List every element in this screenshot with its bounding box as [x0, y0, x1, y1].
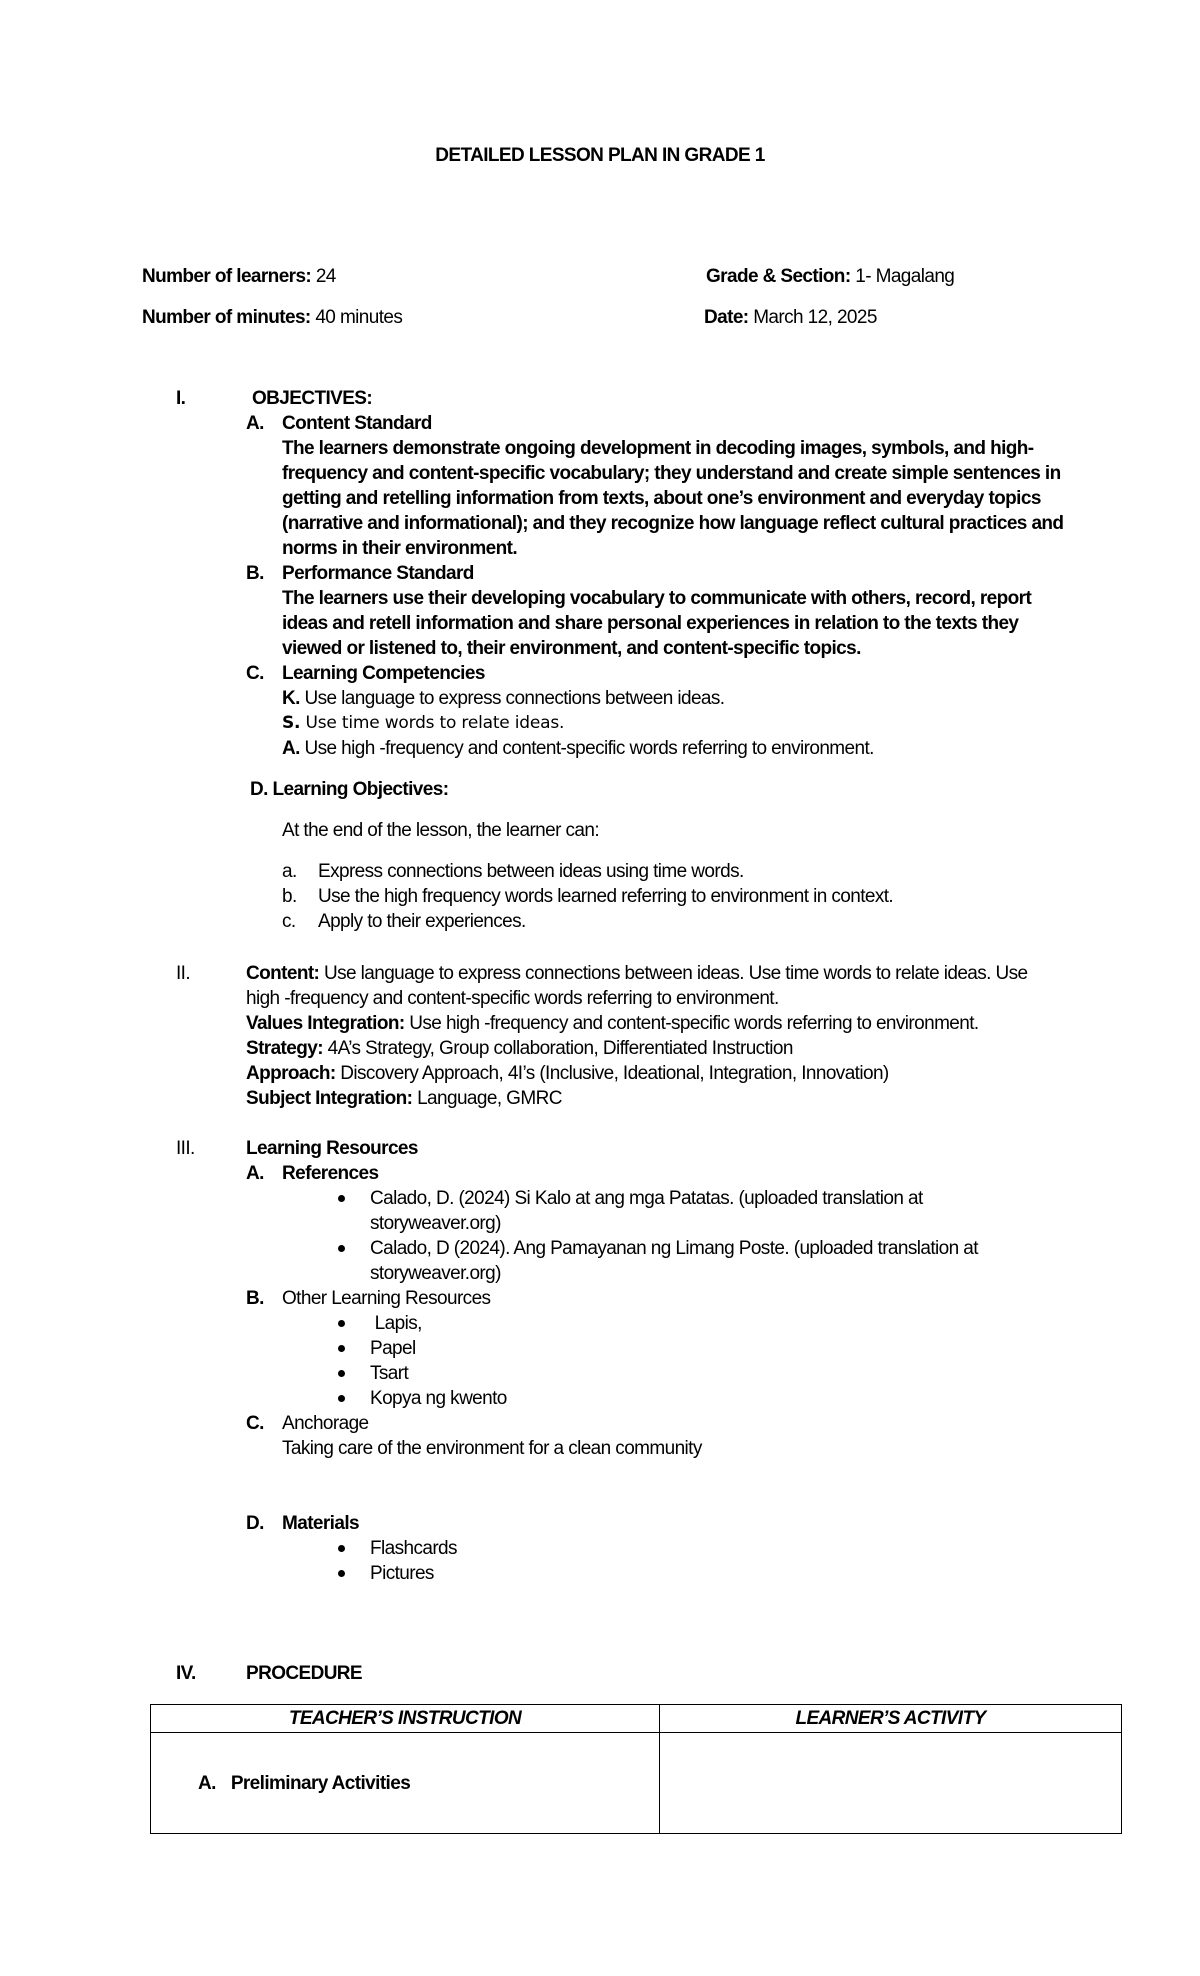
other-resources-letter: B. [246, 1288, 264, 1309]
grade-label: Grade & Section: [706, 266, 851, 287]
bullet-icon [338, 1395, 345, 1402]
learning-objective-item [282, 884, 297, 909]
values-integration-line [246, 1011, 979, 1036]
competencies-letter: C. [246, 663, 264, 684]
competency-k-text: Use language to express connections between ideas. [299, 688, 725, 709]
other-resource-item: Lapis, [370, 1313, 422, 1334]
approach-text: Discovery Approach, 4I’s (Inclusive, Ideational, Integration, Innovation) [335, 1063, 889, 1084]
minutes-value: 40 minutes [310, 307, 403, 328]
material-item: Flashcards [370, 1538, 457, 1559]
references-letter: A. [246, 1163, 264, 1184]
grade-line [706, 264, 954, 289]
procedure-heading: PROCEDURE [246, 1663, 363, 1684]
learning-objective-text: Use the high frequency words learned referring to environment in context. [318, 886, 894, 907]
teacher-cell [151, 1733, 660, 1834]
performance-standard-text: The learners use their developing vocabulary to communicate with others, record, report ideas and retell information and share personal experiences in relation to the texts they viewed or listened to, their environment, and content-specific topics. [282, 588, 1032, 659]
procedure-table [150, 1704, 1122, 1834]
reference-item: Calado, D (2024). Ang Pamayanan ng Limang Poste. (uploaded translation at storyweaver.org) [370, 1238, 978, 1284]
subject-text: Language, GMRC [412, 1088, 562, 1109]
anchorage-text: Taking care of the environment for a clean community [282, 1438, 702, 1459]
values-text: Use high -frequency and content-specific words referring to environment. [404, 1013, 979, 1034]
date-value: March 12, 2025 [748, 307, 877, 328]
date-line [704, 305, 877, 330]
bullet-icon [338, 1370, 345, 1377]
table-header-row [151, 1705, 1122, 1733]
objectives-heading: OBJECTIVES: [252, 388, 373, 409]
bullet-icon [338, 1245, 345, 1252]
bullet-icon [338, 1195, 345, 1202]
material-item: Pictures [370, 1563, 434, 1584]
competency-a-text: Use high -frequency and content-specific words referring to environment. [299, 738, 874, 759]
minutes-label: Number of minutes: [142, 307, 311, 328]
competency-knowledge [282, 686, 724, 711]
learning-objectives-title: D. Learning Objectives: [250, 779, 449, 800]
approach-line [246, 1061, 889, 1086]
performance-standard-letter: B. [246, 563, 264, 584]
learners-value: 24 [311, 266, 336, 287]
learning-objective-text: Apply to their experiences. [318, 911, 526, 932]
objective-letter: a. [282, 861, 297, 882]
learners-line [142, 264, 336, 289]
column-header-learner: LEARNER’S ACTIVITY [660, 1705, 1122, 1733]
other-resource-item: Tsart [370, 1363, 409, 1384]
date-label: Date: [704, 307, 749, 328]
section-number-1: I. [176, 388, 186, 409]
content-standard-title: Content Standard [282, 413, 432, 434]
row-title: Preliminary Activities [230, 1772, 411, 1794]
subject-label: Subject Integration: [246, 1088, 413, 1109]
objective-letter: b. [282, 886, 297, 907]
competency-attitude [282, 736, 874, 761]
values-label: Values Integration: [246, 1013, 405, 1034]
strategy-text: 4A’s Strategy, Group collaboration, Differentiated Instruction [322, 1038, 793, 1059]
learning-objective-text: Express connections between ideas using time words. [318, 861, 744, 882]
section-number-4: IV. [176, 1663, 196, 1684]
learning-objective-item [282, 909, 296, 934]
row-letter: A. [198, 1772, 216, 1794]
approach-label: Approach: [246, 1063, 336, 1084]
bullet-icon [338, 1345, 345, 1352]
minutes-line [142, 305, 402, 330]
table-row [151, 1733, 1122, 1834]
competency-s-label: S. [282, 713, 301, 733]
subject-integration-line [246, 1086, 562, 1111]
learner-cell [660, 1733, 1122, 1834]
learning-objectives-intro: At the end of the lesson, the learner can: [282, 820, 600, 841]
materials-title: Materials [282, 1513, 359, 1534]
content-paragraph [246, 961, 1046, 1011]
strategy-line [246, 1036, 793, 1061]
section-number-2: II. [176, 963, 191, 984]
learners-label: Number of learners: [142, 266, 312, 287]
learning-objective-item [282, 859, 297, 884]
preliminary-activities [152, 1771, 658, 1796]
materials-letter: D. [246, 1513, 264, 1534]
anchorage-letter: C. [246, 1413, 264, 1434]
competency-s-text: Use time words to relate ideas. [300, 713, 565, 733]
grade-value: 1- Magalang [850, 266, 955, 287]
anchorage-title: Anchorage [282, 1413, 369, 1434]
performance-standard-title: Performance Standard [282, 563, 474, 584]
content-standard-text: The learners demonstrate ongoing development in decoding images, symbols, and high-frequency and content-specific vocabulary; they understand and create simple sentences in getting and retelling information from texts, about one’s environment and everyday topics (narrative and informational); and they recognize how language reflect cultural practices and norms in their environment. [282, 438, 1064, 559]
competency-skill [282, 711, 564, 736]
references-title: References [282, 1163, 379, 1184]
reference-item: Calado, D. (2024) Si Kalo at ang mga Patatas. (uploaded translation at storyweaver.org) [370, 1188, 923, 1234]
strategy-label: Strategy: [246, 1038, 323, 1059]
competency-a-label: A. [282, 738, 300, 759]
competency-k-label: K. [282, 688, 300, 709]
section-number-3: III. [176, 1138, 195, 1159]
document-title: DETAILED LESSON PLAN IN GRADE 1 [435, 145, 765, 166]
bullet-icon [338, 1320, 345, 1327]
bullet-icon [338, 1570, 345, 1577]
column-header-teacher: TEACHER’S INSTRUCTION [151, 1705, 660, 1733]
content-standard-letter: A. [246, 413, 264, 434]
other-resources-title: Other Learning Resources [282, 1288, 491, 1309]
learning-resources-heading: Learning Resources [246, 1138, 418, 1159]
bullet-icon [338, 1545, 345, 1552]
content-text: Use language to express connections between ideas. Use time words to relate ideas. Use high -frequency and content-specific words referring to environment. [246, 963, 1028, 1009]
other-resource-item: Kopya ng kwento [370, 1388, 507, 1409]
objective-letter: c. [282, 911, 296, 932]
other-resource-item: Papel [370, 1338, 416, 1359]
competencies-title: Learning Competencies [282, 663, 485, 684]
content-label: Content: [246, 963, 320, 984]
